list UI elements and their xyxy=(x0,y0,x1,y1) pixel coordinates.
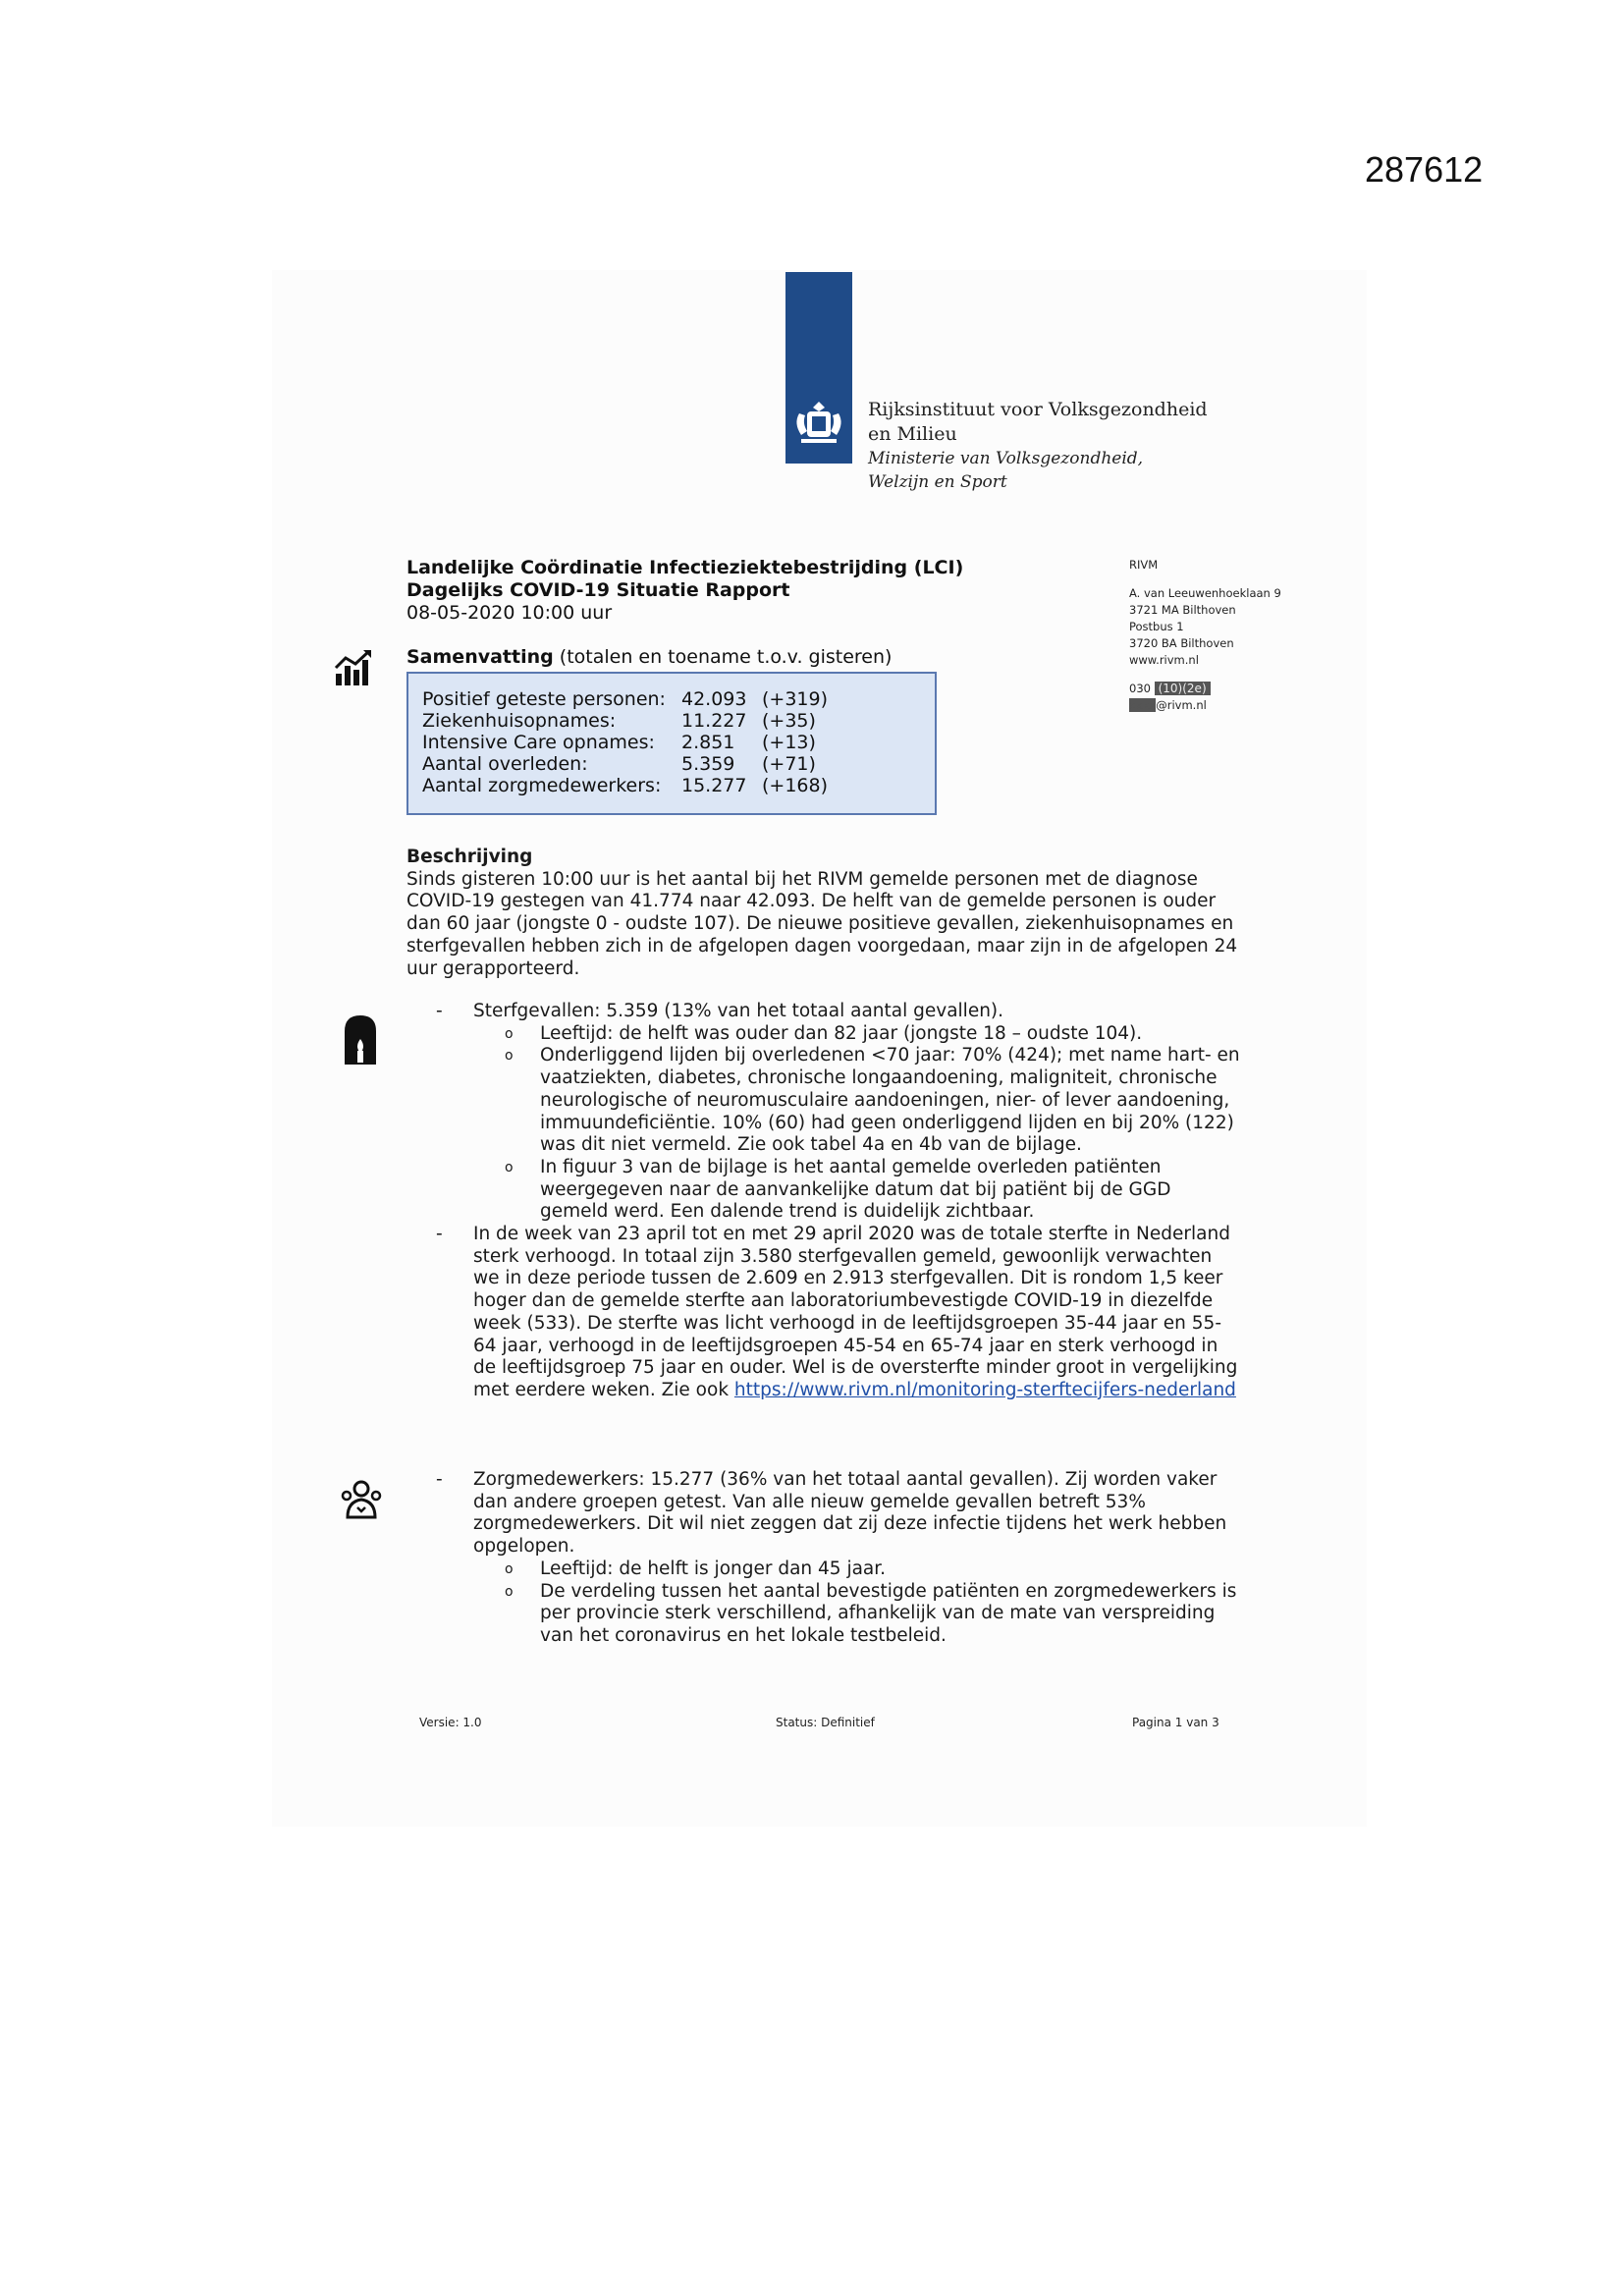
crest-icon xyxy=(785,388,852,457)
list-item: - Sterfgevallen: 5.359 (13% van het totaal aantal gevallen). xyxy=(436,1001,1004,1021)
redaction-box: (10)(2e) xyxy=(1155,682,1211,695)
summary-box: Positief geteste personen: 42.093 (+319) Ziekenhuisopnames: 11.227 (+35) Intensive Care opnames: 2.851 (+13) Aantal overleden: 5.359 (+71) Aantal zorgmedewerkers: 15.277 (+168) xyxy=(406,672,937,815)
description-text: Sinds gisteren 10:00 uur is het aantal bij het RIVM gemelde personen met de diagnose COVID-19 gestegen van 41.774 naar 42.093. De helft van de gemelde personen is ouder dan 60 jaar (jongste 0 - oudste 107). De nieuwe positieve gevallen, ziekenhuisopnames en sterfgevallen hebben zich in de afgelopen dagen voorgedaan, maar zijn in de afgelopen 24 uur gerapporteerd. xyxy=(406,868,1238,979)
healthcare-worker-icon xyxy=(340,1478,383,1519)
ministry-line-2: Welzijn en Sport xyxy=(868,472,1007,492)
report-title xyxy=(406,557,963,625)
address-sidebar xyxy=(1129,557,1281,714)
list-item: o Leeftijd: de helft was ouder dan 82 jaar (jongste 18 – oudste 104). xyxy=(505,1022,1143,1044)
sidebar-address-1: A. van Leeuwenhoeklaan 9 xyxy=(1129,586,1281,600)
sidebar-email: xxxx@rivm.nl xyxy=(1129,698,1207,712)
list-item: o In figuur 3 van de bijlage is het aantal gemelde overleden patiënten weergegeven naar de aanvankelijke datum dat bij patiënt bij de GGD gemeld werd. Een dalende trend is duidelijk zichtbaar. xyxy=(505,1156,1171,1223)
sidebar-address-3: Postbus 1 xyxy=(1129,620,1184,633)
organization-name xyxy=(868,398,1208,494)
document-number: 287612 xyxy=(1365,149,1484,190)
sidebar-address-2: 3721 MA Bilthoven xyxy=(1129,603,1236,617)
ministry-line-1: Ministerie van Volksgezondheid, xyxy=(868,449,1144,468)
description-section xyxy=(406,847,1251,980)
sidebar-website: www.rivm.nl xyxy=(1129,653,1199,667)
org-line-2: en Milieu xyxy=(868,423,957,445)
staff-section xyxy=(406,1469,1241,1648)
description-heading: Beschrijving xyxy=(406,847,533,867)
list-item: o Leeftijd: de helft is jonger dan 45 jaar. xyxy=(505,1558,887,1579)
list-item: o Onderliggend lijden bij overledenen <70 jaar: 70% (424); met name hart- en vaatziekten, diabetes, chronische longaandoening, maligniteit, chronische neurologische of neuromusculaire aandoeningen, nier- of lever aandoening, immuundeficiëntie. 10% (60) had geen onderliggend lijden en bij 20% (122) was dit niet vermeld. Zie ook tabel 4a en 4b van de bijlage. xyxy=(505,1045,1240,1156)
list-item: - In de week van 23 april tot en met 29 april 2020 was de totale sterfte in Nederland sterk verhoogd. In totaal zijn 3.580 sterfgevallen gemeld, gewoonlijk verwachten we in deze periode tussen de 2.609 en 2.913 sterfgevallen. Dit is rondom 1,5 keer hoger dan de gemelde sterfte aan laboratoriumbevestigde COVID-19 in diezelfde week (533). De sterfte was licht verhoogd in de leeftijdsgroepen 35-44 jaar en 55-64 jaar, verhoogd in de leeftijdsgroepen 45-54 en 65-74 jaar en sterk verhoogd in de leeftijdsgroep 75 jaar en ouder. Wel is de oversterfte minder groot in vergelijking met eerdere weken. Zie ook https://www.rivm.nl/monitoring-sterftecijfers-nederland xyxy=(436,1224,1238,1400)
list-item: - Zorgmedewerkers: 15.277 (36% van het totaal aantal gevallen). Zij worden vaker dan andere groepen getest. Van alle nieuw gemelde gevallen betreft 53% zorgmedewerkers. Dit wil niet zeggen dat zij deze infectie tijdens het werk hebben opgelopen. xyxy=(436,1469,1227,1558)
deceased-icon xyxy=(341,1011,380,1066)
org-line-1: Rijksinstituut voor Volksgezondheid xyxy=(868,399,1208,420)
footer-status: Status: Definitief xyxy=(776,1716,875,1729)
deaths-section xyxy=(406,1001,1241,1402)
footer-page: Pagina 1 van 3 xyxy=(1132,1716,1219,1729)
email-redaction: xxxx xyxy=(1129,698,1157,712)
sidebar-address-4: 3720 BA Bilthoven xyxy=(1129,636,1234,650)
title-line-1: Landelijke Coördinatie Infectieziektebestrijding (LCI) xyxy=(406,557,964,578)
chart-icon xyxy=(334,648,375,687)
report-date: 08-05-2020 10:00 uur xyxy=(406,602,613,624)
list-item: o De verdeling tussen het aantal bevestigde patiënten en zorgmedewerkers is per provincie sterk verschillend, afhankelijk van de mate van verspreiding van het coronavirus en het lokale testbeleid. xyxy=(505,1580,1237,1646)
title-line-2: Dagelijks COVID-19 Situatie Rapport xyxy=(406,579,790,601)
summary-title: Samenvatting (totalen en toename t.o.v. gisteren) xyxy=(406,646,893,668)
mortality-monitoring-link[interactable]: https://www.rivm.nl/monitoring-sterftecijfers-nederland xyxy=(733,1379,1236,1400)
footer-version: Versie: 1.0 xyxy=(419,1716,482,1729)
sidebar-phone: 030 (10)(2e) xyxy=(1129,681,1281,697)
sidebar-org: RIVM xyxy=(1129,558,1159,572)
